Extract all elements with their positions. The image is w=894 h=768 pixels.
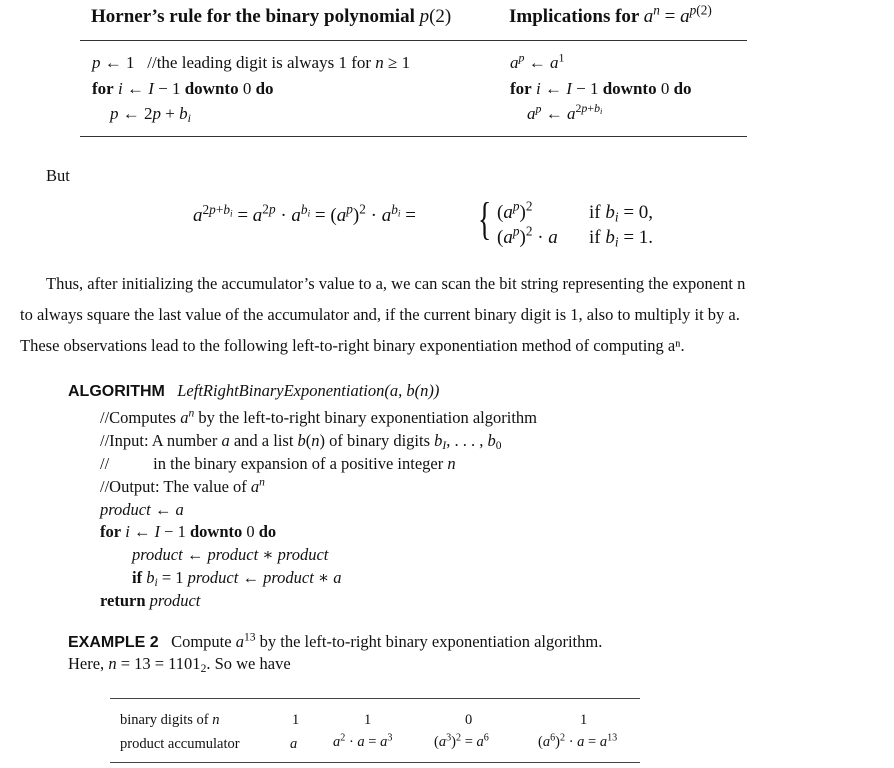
algorithm-comment-computes: //Computes $a^n$ by the left-to-right binary exponentiation algorithm xyxy=(100,407,537,427)
example-row-2-label: product accumulator xyxy=(120,736,240,752)
case-bit-one-condition: if $b_i = 1$. xyxy=(589,227,654,250)
example-row-2-cell-2: $a^2 \cdot a = a^3$ xyxy=(333,732,393,750)
example-row-1-cell-1: 1 xyxy=(292,712,300,728)
left-row-3: p ← $2p + b_i$ xyxy=(110,104,191,125)
left-row-2: for i ← I − 1 downto 0 do xyxy=(92,79,274,98)
paragraph-line-1: Thus, after initializing the accumulator’s value to a, we can scan the bit string representing the exponent n xyxy=(46,274,746,293)
right-row-2: for i ← I − 1 downto 0 do xyxy=(510,79,692,98)
algorithm-keyword: ALGORITHM xyxy=(68,383,165,400)
but-label: But xyxy=(46,166,70,185)
example-row-1-cell-4: 1 xyxy=(580,712,588,728)
example-line-2: Here, $n = 13 = 1101_2$. So we have xyxy=(68,654,291,675)
right-row-1: $a^p$ ← $a^1$ xyxy=(510,50,565,72)
paragraph-line-2: to always square the last value of the accumulator and, if the current binary digit is 1, also to multiply it by a. xyxy=(20,305,740,324)
case-bit-zero-condition: if $b_i = 0$, xyxy=(589,202,654,225)
right-row-3: $a^p$ ← $a^{2p+b_i}$ xyxy=(527,101,603,123)
algorithm-heading xyxy=(68,381,439,401)
example-row-2-cell-3: $(a^3)^2 = a^6$ xyxy=(434,732,489,750)
algorithm-name: LeftRightBinaryExponentiation(a, b(n)) xyxy=(177,381,440,400)
example-heading: EXAMPLE 2 Compute $a^{13}$ by the left-to-right binary exponentiation algorithm. xyxy=(68,631,603,651)
example-row-1-cell-2: 1 xyxy=(364,712,372,728)
right-column-header: Implications for $a^n = a^{p(2)}$ xyxy=(509,2,712,27)
algorithm-line-return: return product xyxy=(100,591,201,610)
example-keyword: EXAMPLE 2 xyxy=(68,634,159,651)
top-table-bottom-rule xyxy=(80,136,747,137)
left-header-text: Horner’s rule for the binary polynomial xyxy=(91,6,415,27)
top-table-header-rule xyxy=(80,40,747,41)
algorithm-comment-input-cont: // in the binary expansion of a positive integer n xyxy=(100,454,456,473)
algorithm-line-for: for i ← I − 1 downto 0 do xyxy=(100,522,277,541)
right-header-text: Implications for xyxy=(509,6,640,27)
example-row-2-cell-4: $(a^6)^2 \cdot a = a^{13}$ xyxy=(538,732,618,750)
example-row-1-cell-3: 0 xyxy=(465,712,473,728)
example-table-top-rule xyxy=(110,698,640,699)
example-row-2-cell-1: a xyxy=(290,736,298,752)
paragraph-line-3: These observations lead to the following left-to-right binary exponentiation method of computing aⁿ. xyxy=(20,336,685,355)
algorithm-comment-output: //Output: The value of $a^n$ xyxy=(100,476,265,496)
algorithm-line-square: product ← product ∗ product xyxy=(132,545,329,564)
power-identity-equation: $a^{2p+b_i} = a^{2p} \cdot a^{b_i} = (a^p)^2 \cdot a^{b_i}$ = xyxy=(193,201,416,226)
left-row-1: p ← 1 //the leading digit is always 1 for n ≥ 1 xyxy=(92,53,411,72)
left-column-header: Horner’s rule for the binary polynomial p(2) xyxy=(91,6,452,27)
example-table-bottom-rule xyxy=(110,762,640,763)
case-bit-one: $(a^p)^2 \cdot a$ xyxy=(497,223,558,248)
algorithm-line-init: product ← a xyxy=(100,500,184,519)
example-row-1-label: binary digits of n xyxy=(120,712,220,728)
algorithm-line-multiply: if $b_i = 1$ product ← product ∗ a xyxy=(132,568,342,589)
algorithm-comment-input: //Input: A number a and a list b(n) of binary digits $b_I$, . . . , $b_0$ xyxy=(100,431,502,452)
cases-brace: { xyxy=(478,193,492,244)
case-bit-zero: $(a^p)^2$ xyxy=(497,198,533,223)
